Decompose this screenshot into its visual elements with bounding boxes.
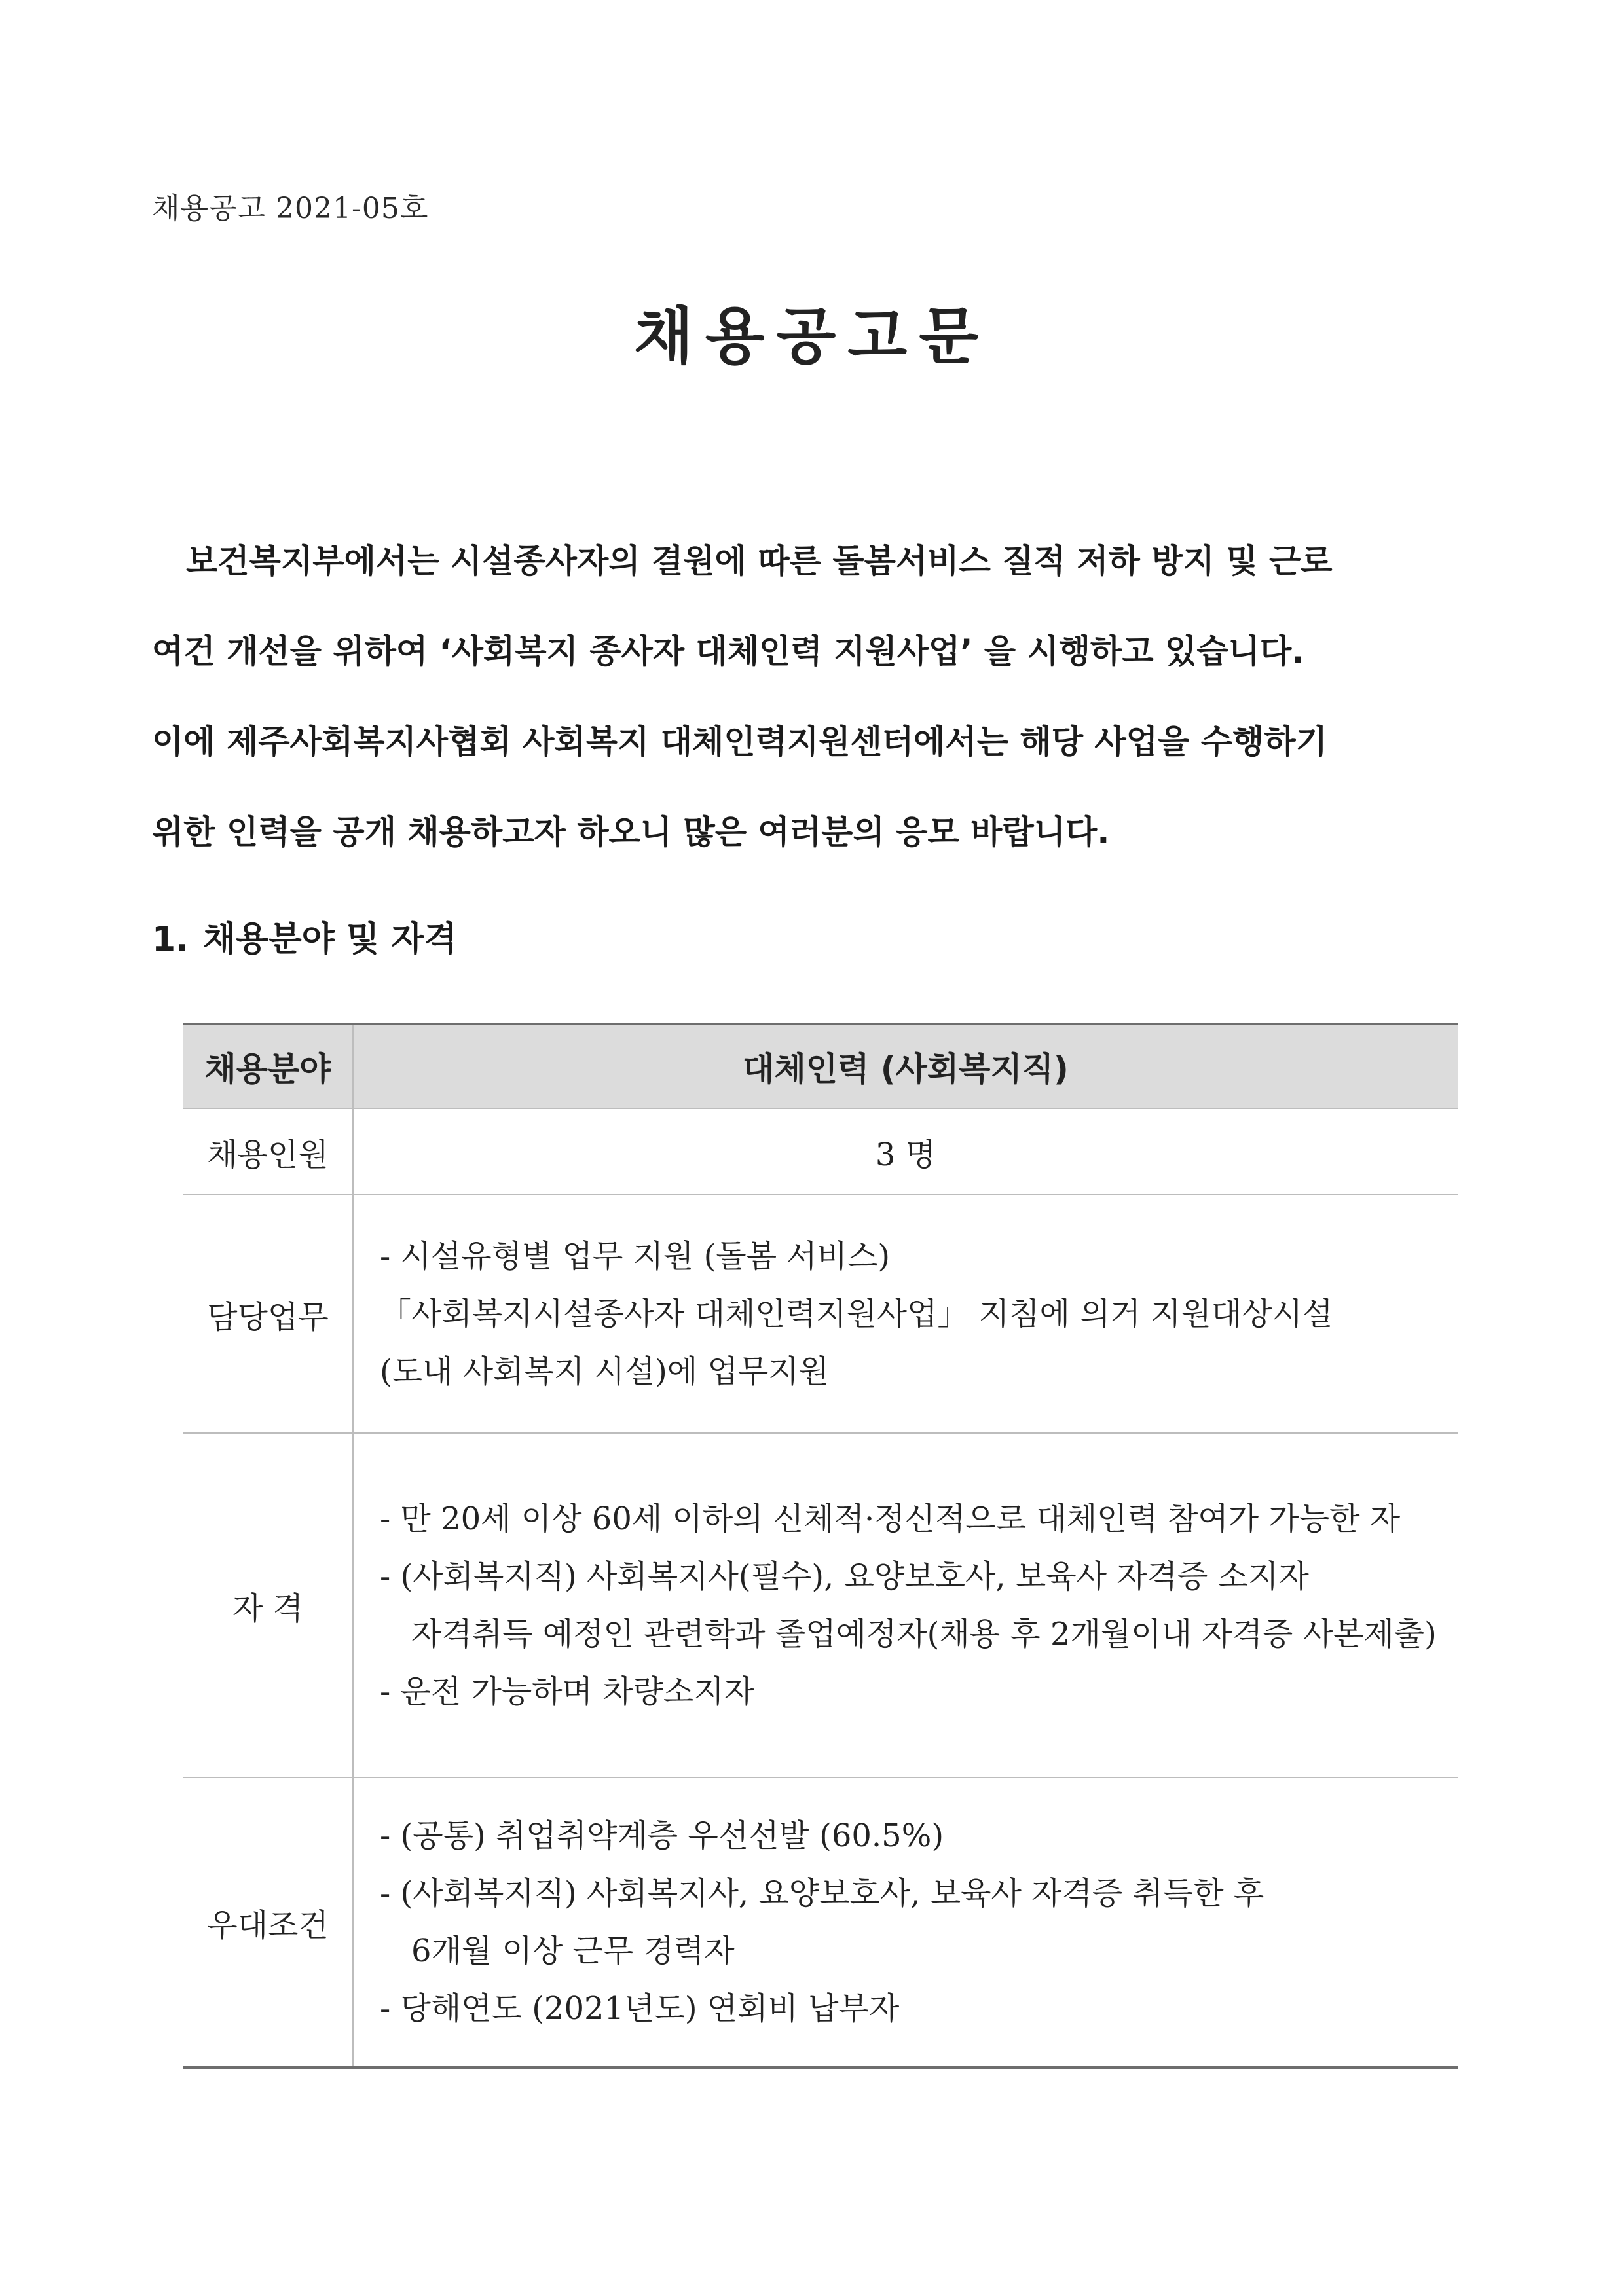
notice-number: 채용공고 2021-05호 [152, 192, 429, 225]
section-title: 채용분야 및 자격 [202, 920, 457, 959]
headcount-label: 채용인원 [183, 1108, 353, 1195]
qualifications-cell [353, 1433, 1458, 1777]
table-row-preferences [183, 1777, 1458, 2068]
field-label: 채용분야 [183, 1024, 353, 1108]
headcount-value: 3 명 [353, 1108, 1458, 1195]
qualifications-label: 자 격 [183, 1433, 353, 1777]
section-number: 1. [152, 920, 189, 959]
duties-line: - 시설유형별 업무 지원 (돌봄 서비스) [380, 1238, 891, 1275]
duties-label: 담당업무 [183, 1195, 353, 1433]
intro-line: 이에 제주사회복지사협회 사회복지 대체인력지원센터에서는 해당 사업을 수행하기 [152, 723, 1327, 761]
preferences-cell [353, 1777, 1458, 2068]
table-row-field [183, 1024, 1458, 1108]
intro-line: 위한 인력을 공개 채용하고자 하오니 많은 여러분의 응모 바랍니다. [152, 813, 1110, 851]
duties-line: (도내 사회복지 시설)에 업무지원 [380, 1353, 830, 1390]
preferences-line: - (공통) 취업취약계층 우선선발 (60.5%) [380, 1817, 944, 1854]
intro-line: 여건 개선을 위하여 ‘사회복지 종사자 대체인력 지원사업’ 을 시행하고 있습니다. [152, 632, 1304, 670]
duties-cell [353, 1195, 1458, 1433]
intro-paragraph [152, 516, 1462, 877]
document-title: 채용공고문 [633, 301, 991, 373]
qualifications-line: 자격취득 예정인 관련학과 졸업예정자(채용 후 2개월이내 자격증 사본제출) [411, 1616, 1437, 1652]
qualifications-line: - 만 20세 이상 60세 이하의 신체적·정신적으로 대체인력 참여가 가능한 자 [380, 1501, 1401, 1537]
table-row-qualifications [183, 1433, 1458, 1777]
section-heading [152, 911, 457, 960]
intro-line: 보건복지부에서는 시설종사자의 결원에 따른 돌봄서비스 질적 저하 방지 및 근로 [186, 542, 1333, 580]
duties-line: 「사회복지시설종사자 대체인력지원사업」 지침에 의거 지원대상시설 [380, 1296, 1333, 1332]
preferences-line: 6개월 이상 근무 경력자 [411, 1933, 735, 1969]
preferences-line: - 당해연도 (2021년도) 연회비 납부자 [380, 1990, 900, 2027]
preferences-line: - (사회복지직) 사회복지사, 요양보호사, 보육사 자격증 취득한 후 [380, 1875, 1264, 1912]
qualifications-line: - (사회복지직) 사회복지사(필수), 요양보호사, 보육사 자격증 소지자 [380, 1558, 1309, 1595]
qualifications-line: - 운전 가능하며 차량소지자 [380, 1673, 755, 1710]
preferences-label: 우대조건 [183, 1777, 353, 2068]
table-row-headcount [183, 1108, 1458, 1195]
field-value: 대체인력 (사회복지직) [353, 1024, 1458, 1108]
recruitment-table [183, 1023, 1458, 2069]
table-row-duties [183, 1195, 1458, 1433]
